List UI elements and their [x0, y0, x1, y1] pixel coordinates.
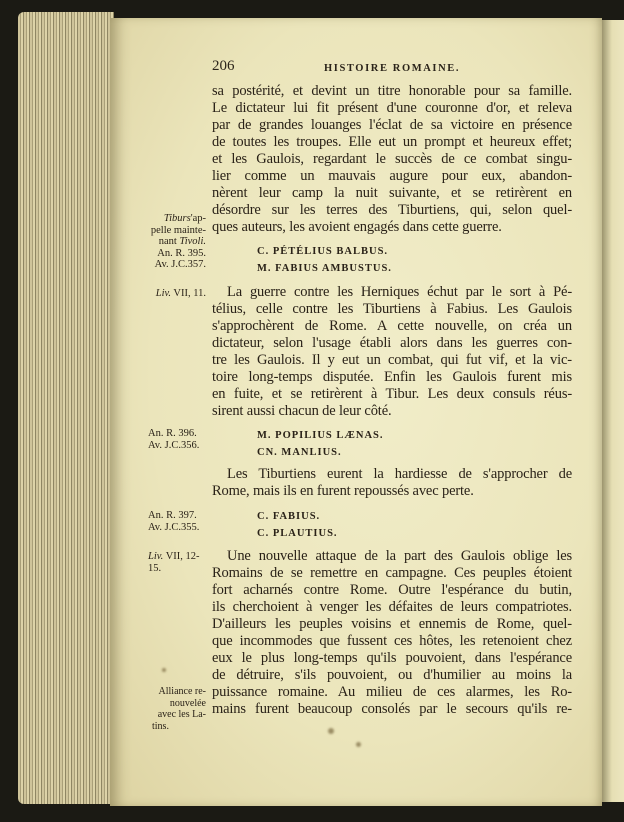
text-line: nèrent leur camp la nuit suivante, et se retirèrent en [212, 185, 572, 201]
paragraph-4 [212, 548, 572, 718]
margin-note-livy-2 [148, 551, 214, 574]
text-line: toire long-temps disputée. Enfin les Gaulois furent mis [212, 369, 572, 385]
note-text: nant [158, 236, 180, 247]
facing-page-edge [600, 20, 624, 802]
text-line: de détruire, s'ils pouvoient, ou d'humilier au moins la [212, 667, 572, 683]
note-text: nouvelée [169, 697, 206, 709]
text-line: Rome, mais ils en furent repoussés avec perte. [212, 483, 474, 499]
foxing-spot [328, 728, 334, 734]
note-text: tins. [152, 720, 169, 732]
text-line: ils cherchoient à venger les défaites de leurs compatriotes. [212, 599, 572, 615]
running-title: HISTOIRE ROMAINE. [324, 63, 461, 74]
margin-note-alliance [140, 686, 206, 732]
note-text: 'ap- [190, 213, 206, 224]
paragraph-2 [212, 284, 572, 420]
text-line: La guerre contre les Herniques échut par le sort à Pé- [227, 284, 572, 300]
note-text: Alliance re- [158, 686, 206, 697]
text-line: et les Gaulois, regardant le succès de ce combat singu- [212, 151, 572, 167]
note-year: Av. J.C.355. [148, 521, 200, 533]
margin-note-year-397 [148, 510, 214, 533]
text-line: puissance romaine. Au milieu de ces alarmes, les Ro- [212, 684, 572, 700]
consuls-395 [257, 243, 392, 277]
note-text: Liv. [155, 288, 171, 299]
note-text: VII, 11. [171, 288, 206, 299]
note-text: avec les La- [157, 709, 206, 720]
note-year: An. R. 395. [157, 247, 206, 259]
consuls-397 [257, 508, 338, 542]
note-year: An. R. 397. [148, 510, 197, 521]
note-year: An. R. 396. [148, 428, 197, 439]
note-text: Tivoli. [179, 236, 206, 247]
margin-note-year-396 [148, 428, 214, 451]
margin-note-tibur [140, 213, 206, 271]
consul-name: C. FABIUS. [257, 511, 321, 522]
consul-name: C. PLAUTIUS. [257, 528, 338, 539]
consul-name: M. POPILIUS LÆNAS. [257, 430, 384, 441]
text-line: Une nouvelle attaque de la part des Gaulois oblige les [227, 548, 572, 564]
text-line: Le dictateur lui fit présent d'une couronne d'or, et releva [212, 100, 572, 116]
margin-note-livy-1 [140, 288, 206, 300]
note-text: Tiburs [163, 213, 191, 224]
foxing-spot [356, 742, 361, 747]
page-block-edges [18, 12, 114, 804]
text-line: par de grandes louanges l'éclat de sa victoire en présence [212, 117, 572, 133]
paragraph-1 [212, 83, 572, 236]
text-line: en fuite, et se retirèrent à Tibur. Les deux consuls réus- [212, 386, 572, 402]
text-line: lier comme un mauvais augure pour eux, abandon- [212, 168, 572, 184]
text-line: mains furent beaucoup consolés par le secours qu'ils re- [212, 701, 572, 717]
text-line: Les Tiburtiens eurent la hardiesse de s'approcher de [227, 466, 572, 482]
consul-name: M. FABIUS AMBUSTUS. [257, 263, 392, 274]
text-line: eux le plus long-temps qu'ils pouvoient, dans l'espérance [212, 650, 572, 666]
text-line: ques auteurs, les avoient engagés dans cette guerre. [212, 219, 502, 235]
text-line: sirent aussi chacun de leur côté. [212, 403, 392, 419]
text-line: sa postérité, et devint un titre honorable pour sa famille. [212, 83, 572, 99]
note-year: Av. J.C.357. [154, 259, 206, 270]
note-text: VII, 12- [163, 551, 200, 562]
foxing-spot [162, 668, 166, 672]
note-year: Av. J.C.356. [148, 439, 200, 451]
text-line: Romains de se remettre en campagne. Ces peuples étoient [212, 565, 572, 581]
text-line: que incommodes que fussent ces hôtes, les retenoient chez [212, 633, 572, 649]
text-line: désordre sur les terres des Tiburtiens, qui, selon quel- [212, 202, 572, 218]
consuls-396 [257, 427, 384, 461]
text-line: tre les Gaulois. Il y eut un combat, qui fut vif, et la vic- [212, 352, 572, 368]
text-line: de toutes les troupes. Elle eut un prompt et heureux effet; [212, 134, 572, 150]
note-text: Liv. [148, 551, 164, 562]
paragraph-3 [212, 466, 572, 500]
consul-name: CN. MANLIUS. [257, 447, 342, 458]
text-line: dictateur, selon l'usage établi alors dans les guerres con- [212, 335, 572, 351]
note-text: 15. [148, 562, 162, 574]
consul-name: C. PÉTÉLIUS BALBUS. [257, 246, 389, 257]
text-line: D'ailleurs les peuples voisins et ennemis de Rome, quel- [212, 616, 572, 632]
text-line: télius, celle contre les Tiburtiens à Fabius. Les Gaulois [212, 301, 572, 317]
text-line: s'approchèrent de Rome. A cette nouvelle, on créa un [212, 318, 572, 334]
text-line: fort acharnés contre Rome. Outre l'espérance du butin, [212, 582, 572, 598]
running-header [212, 58, 572, 78]
page-number: 206 [212, 58, 235, 74]
note-text: pelle mainte- [150, 224, 206, 236]
